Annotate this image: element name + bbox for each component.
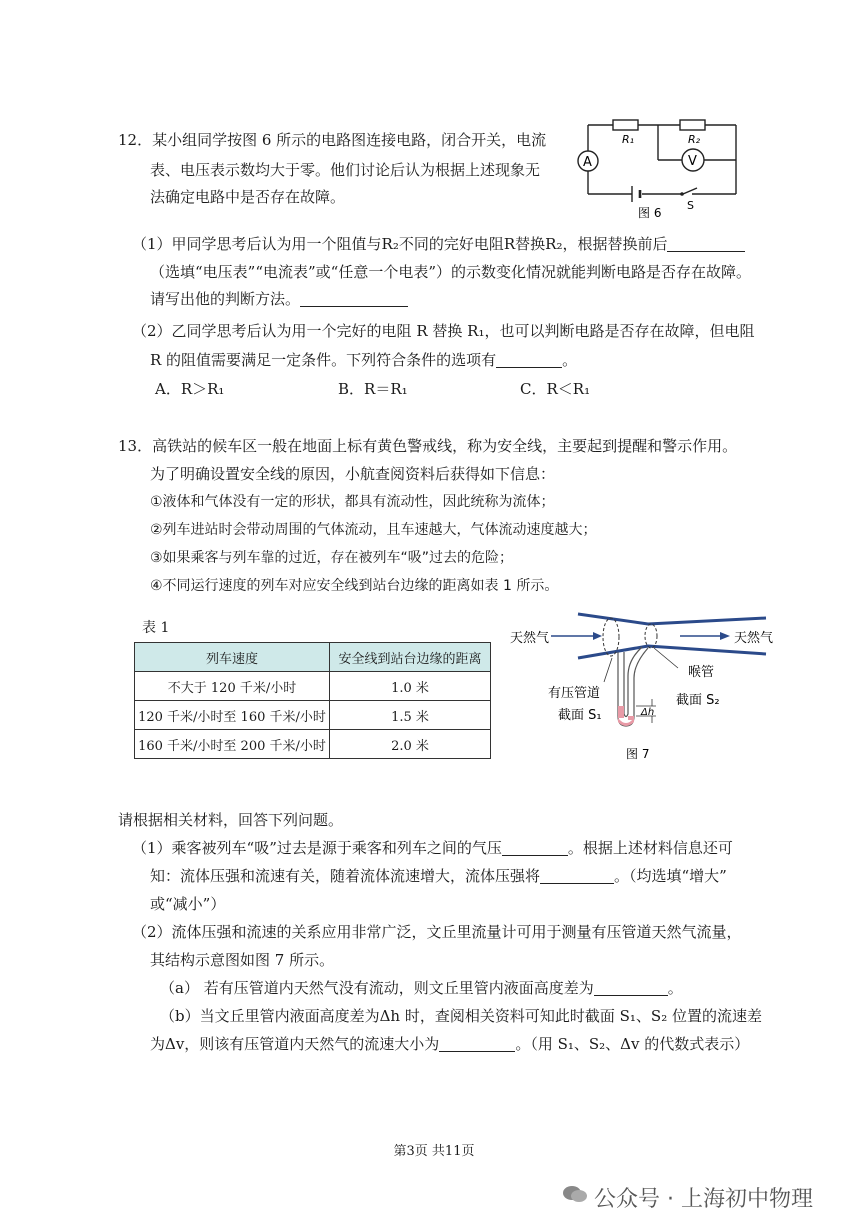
svg-text:有压管道: 有压管道 [548, 686, 601, 701]
pipe-lower-wall [578, 646, 766, 658]
watermark-text: 公众号 · 上海初中物理 [594, 1187, 813, 1212]
page-number: 第3页 共11页 [393, 1144, 475, 1159]
q12-stem-line1: 12．某小组同学按图 6 所示的电路图连接电路，闭合开关，电流 [118, 131, 547, 149]
table-row [135, 701, 491, 730]
q12-option-a: A．R＞R₁ [155, 380, 225, 398]
q12-part2-line1: （2）乙同学思考后认为用一个完好的电阻 R 替换 R₁，也可以判断电路是否存在故障，但电阻 [132, 322, 755, 340]
table-cell: 1.5 米 [330, 701, 491, 730]
q12-stem-line2: 表、电压表示数均大于零。他们讨论后认为根据上述现象无 [150, 161, 541, 179]
inflow-arrow-icon [593, 632, 602, 640]
q13-part2-line2: 其结构示意图如图 7 所示。 [150, 951, 335, 969]
q12-part1-line2: （选填“电压表”“电流表”或“任意一个电表”）的示数变化情况就能判断电路是否存在故障。 [150, 263, 752, 281]
table-header-speed: 列车速度 [135, 643, 330, 672]
q13-info-2: ②列车进站时会带动周围的气体流动，且车速越大，气体流动速度越大； [150, 522, 597, 538]
svg-text:天然气: 天然气 [510, 631, 550, 646]
switch-icon [683, 188, 697, 194]
outflow-arrow-icon [720, 632, 730, 640]
r2-resistor [680, 120, 705, 130]
figure-6-circuit [570, 110, 750, 222]
svg-text:截面 S₁: 截面 S₁ [558, 708, 602, 723]
table-header-distance: 安全线到站台边缘的距离 [330, 643, 491, 672]
q13-part2b-line1: （b）当文丘里管内液面高度差为Δh 时，查阅相关资料可知此时截面 S₁、S₂ 位置的流速差 [160, 1007, 762, 1025]
q13-ask: 请根据相关材料，回答下列问题。 [118, 811, 344, 829]
svg-text:图 7: 图 7 [626, 747, 650, 761]
svg-text:R₂: R₂ [688, 133, 701, 146]
q13-part1-line1: （1）乘客被列车“吸”过去是源于乘客和列车之间的气压 。根据上述材料信息还可 [132, 839, 733, 857]
q13-part1-line2: 知：流体压强和流速有关，随着流体流速增大，流体压强将 。（均选填“增大” [150, 867, 727, 885]
table-cell: 2.0 米 [330, 730, 491, 759]
table-1 [134, 642, 491, 759]
q13-info-4: ④不同运行速度的列车对应安全线到站台边缘的距离如表 1 所示。 [150, 578, 559, 594]
table-cell: 120 千米/小时至 160 千米/小时 [135, 701, 330, 730]
q13-info-3: ③如果乘客与列车靠的过近，存在被列车“吸”过去的危险； [150, 550, 514, 566]
table-header-row [135, 643, 491, 672]
r1-resistor [613, 120, 638, 130]
q12-part2-line2: R 的阻值需要满足一定条件。下列符合条件的选项有 。 [150, 351, 578, 369]
svg-text:Δh: Δh [641, 707, 655, 718]
table-1-caption: 表 1 [142, 620, 170, 636]
pipe-upper-wall [578, 614, 766, 624]
section-s2-ellipse [645, 624, 657, 648]
q13-part2-line1: （2）流体压强和流速的关系应用非常广泛，文丘里流量计可用于测量有压管道天然气流量， [132, 923, 742, 941]
q12-option-c: C．R＜R₁ [520, 380, 591, 398]
figure-7-venturi [508, 606, 788, 766]
svg-text:图 6: 图 6 [638, 206, 662, 220]
wechat-icon [562, 1184, 588, 1204]
svg-text:天然气: 天然气 [734, 631, 774, 646]
svg-text:S: S [687, 199, 694, 212]
svg-text:A: A [583, 155, 592, 170]
svg-text:喉管: 喉管 [688, 665, 715, 680]
q12-part1-line1: （1）甲同学思考后认为用一个阻值与R₂不同的完好电阻R替换R₂，根据替换前后 [132, 234, 745, 254]
q13-part2b-line2: 为Δv，则该有压管道内天然气的流速大小为 。（用 S₁、S₂、Δv 的代数式表示） [150, 1035, 750, 1053]
u-tube-liquid-left [618, 706, 624, 718]
svg-text:R₁: R₁ [622, 133, 635, 146]
q13-stem-line1: 13．高铁站的候车区一般在地面上标有黄色警戒线，称为安全线，主要起到提醒和警示作用。 [118, 437, 738, 455]
q13-part1-line3: 或“减小”） [150, 895, 226, 913]
table-row [135, 672, 491, 701]
table-row [135, 730, 491, 759]
q12-stem-line3: 法确定电路中是否存在故障。 [150, 188, 346, 206]
table-cell: 1.0 米 [330, 672, 491, 701]
svg-text:V: V [688, 154, 697, 169]
table-cell: 160 千米/小时至 200 千米/小时 [135, 730, 330, 759]
q12-option-b: B．R＝R₁ [338, 380, 408, 398]
q12-part1-line3: 请写出他的判断方法。 [150, 289, 408, 309]
table-cell: 不大于 120 千米/小时 [135, 672, 330, 701]
q13-stem-line2: 为了明确设置安全线的原因，小航查阅资料后获得如下信息： [150, 465, 556, 483]
svg-text:截面 S₂: 截面 S₂ [676, 693, 720, 708]
q13-part2a: （a） 若有压管道内天然气没有流动，则文丘里管内液面高度差为 。 [160, 979, 683, 997]
q13-info-1: ①液体和气体没有一定的形状，都具有流动性，因此统称为流体； [150, 494, 555, 510]
